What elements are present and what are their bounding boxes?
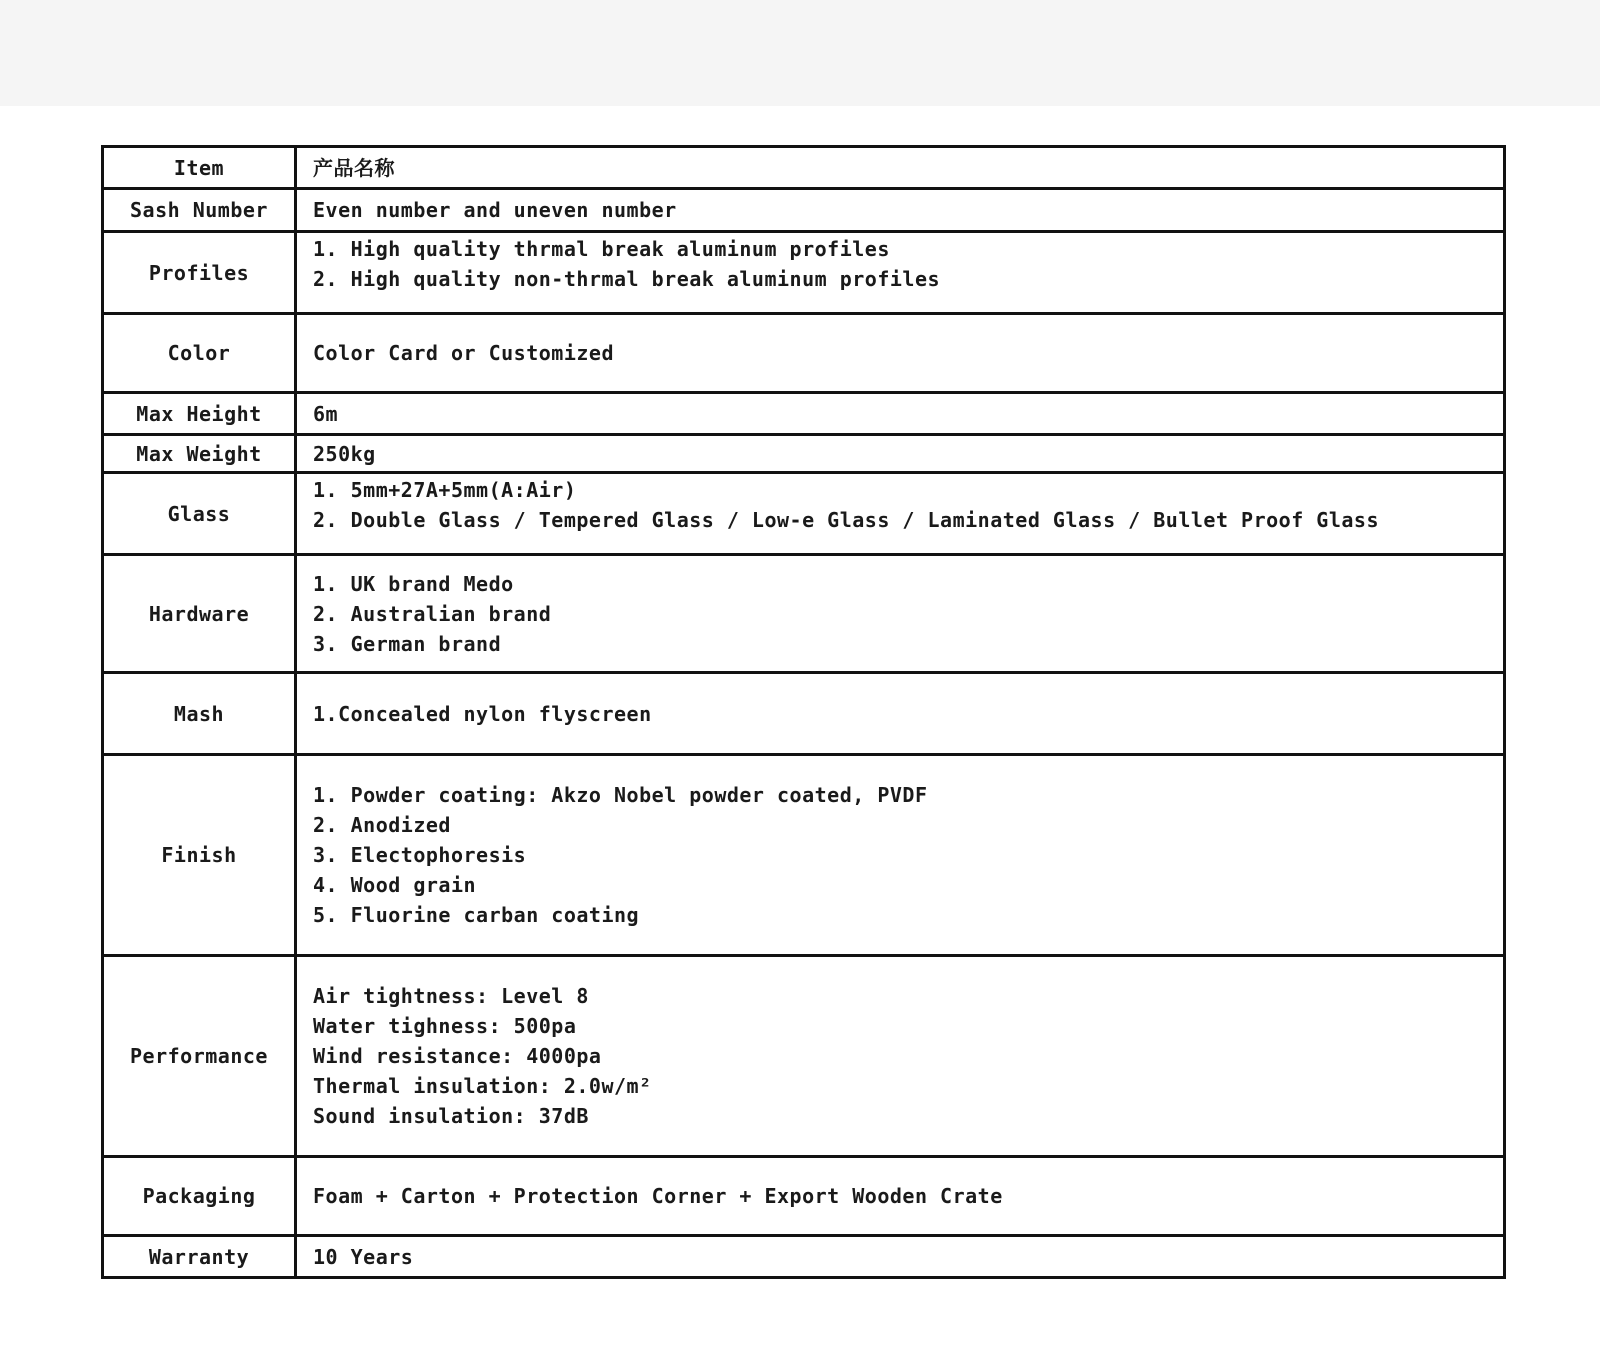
row-value [296, 435, 1505, 473]
value-line: Even number and uneven number [313, 198, 677, 222]
value-line: Color Card or Customized [313, 341, 614, 365]
row-label: Hardware [103, 555, 296, 673]
row-label: Performance [103, 956, 296, 1157]
table-row [103, 147, 1505, 189]
row-value [296, 393, 1505, 435]
row-label: Mash [103, 673, 296, 755]
value-line: 1. Powder coating: Akzo Nobel powder coated, PVDF [313, 783, 928, 807]
table-row [103, 393, 1505, 435]
value-line: 产品名称 [313, 155, 395, 180]
value-line: 1. UK brand Medo [313, 571, 514, 596]
table-row [103, 232, 1505, 314]
value-line: Foam + Carton + Protection Corner + Export Wooden Crate [313, 1184, 1003, 1208]
value-line: 1. 5mm+27A+5mm(A:Air) [313, 478, 577, 502]
table-row [103, 1157, 1505, 1236]
spec-table [101, 145, 1506, 1279]
row-value [296, 147, 1505, 189]
value-line: Thermal insulation: 2.0w/m² [313, 1074, 652, 1098]
table-row [103, 956, 1505, 1157]
value-line: 2. Australian brand [313, 601, 552, 626]
value-line: 10 Years [313, 1244, 414, 1269]
row-value [296, 1157, 1505, 1236]
row-label: Max Weight [103, 435, 296, 473]
value-line: Sound insulation: 37dB [313, 1104, 589, 1128]
value-line: 4. Wood grain [313, 873, 477, 897]
value-line: 2. Anodized [313, 813, 451, 837]
row-value [296, 1236, 1505, 1278]
row-label: Glass [103, 473, 296, 555]
top-banner [0, 0, 1600, 106]
value-line: 5. Fluorine carban coating [313, 903, 640, 927]
value-line: 2. Double Glass / Tempered Glass / Low-e Glass / Laminated Glass / Bullet Proof Glass [313, 508, 1379, 532]
table-row [103, 1236, 1505, 1278]
row-value [296, 473, 1505, 555]
table-row [103, 473, 1505, 555]
row-label: Max Height [103, 393, 296, 435]
value-line: 1.Concealed nylon flyscreen [313, 701, 652, 726]
row-value [296, 232, 1505, 314]
table-row [103, 673, 1505, 755]
row-value [296, 673, 1505, 755]
row-label: Finish [103, 755, 296, 956]
table-row [103, 755, 1505, 956]
value-line: Water tighness: 500pa [313, 1014, 577, 1038]
row-label: Packaging [103, 1157, 296, 1236]
value-line: 6m [313, 401, 339, 426]
value-line: 250kg [313, 441, 376, 466]
table-row [103, 555, 1505, 673]
row-label: Color [103, 314, 296, 393]
table-row [103, 435, 1505, 473]
row-value [296, 314, 1505, 393]
row-label: Warranty [103, 1236, 296, 1278]
value-line: 3. Electophoresis [313, 843, 527, 867]
value-line: Air tightness: Level 8 [313, 984, 589, 1008]
row-label: Item [103, 147, 296, 189]
row-value [296, 956, 1505, 1157]
table-row [103, 314, 1505, 393]
value-line: Wind resistance: 4000pa [313, 1044, 602, 1068]
row-label: Sash Number [103, 189, 296, 232]
row-value [296, 555, 1505, 673]
row-label: Profiles [103, 232, 296, 314]
value-line: 1. High quality thrmal break aluminum profiles [313, 237, 890, 261]
value-line: 3. German brand [313, 631, 502, 656]
value-line: 2. High quality non-thrmal break aluminum profiles [313, 267, 941, 291]
row-value [296, 189, 1505, 232]
row-value [296, 755, 1505, 956]
table-row [103, 189, 1505, 232]
